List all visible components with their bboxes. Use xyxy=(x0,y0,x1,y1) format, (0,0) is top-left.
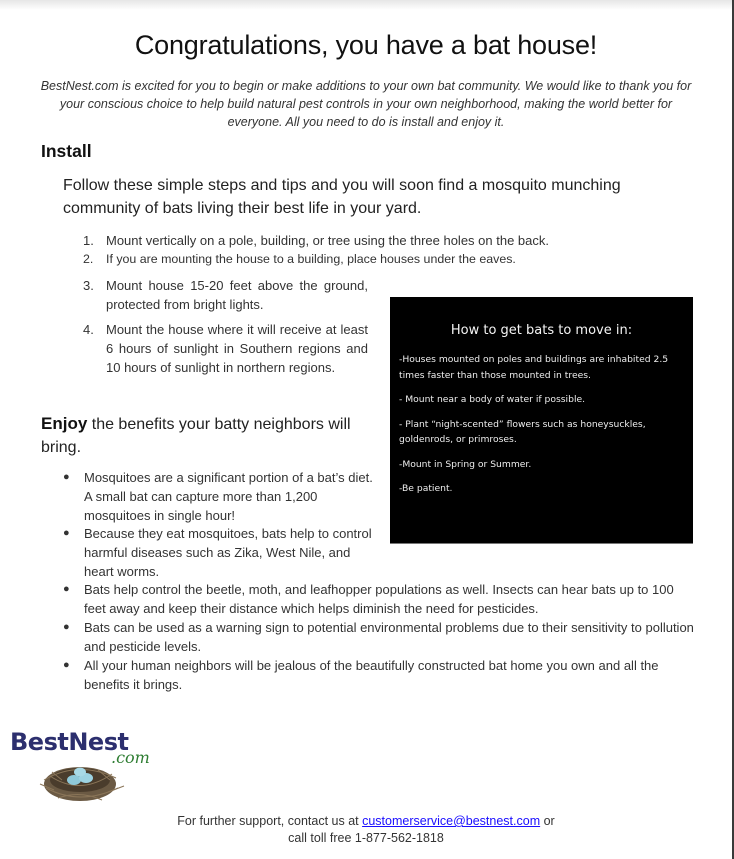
bestnest-logo xyxy=(8,728,158,808)
step-item xyxy=(83,276,373,314)
tip-item: -Be patient. xyxy=(399,483,453,494)
step-number: 2. xyxy=(83,252,94,266)
step-text: Mount the house where it will receive at least 6 hours of sunlight in Southern regions and 10 hours of sunlight in northern regions. xyxy=(106,322,368,375)
support-email-link[interactable]: customerservice@bestnest.com xyxy=(362,814,541,828)
bullet-icon: ● xyxy=(63,659,70,671)
tip-item: -Houses mounted on poles and buildings are inhabited 2.5 times faster than those mounted in trees. xyxy=(399,354,669,381)
step-item xyxy=(83,320,373,377)
benefit-item xyxy=(63,618,694,656)
logo-brand: BestNest xyxy=(10,728,129,756)
tip-item: -Mount in Spring or Summer. xyxy=(399,458,532,470)
benefit-text: Bats can be used as a warning sign to potential environmental problems due to their sensitivity to pollution and pesticide levels. xyxy=(84,620,694,654)
intro-paragraph: BestNest.com is excited for you to begin or make additions to your own bat community. We would like to thank you for your conscious choice to help build natural pest controls in your own neighborhood, making the world better for everyone. All you need to do is install and enjoy it. xyxy=(40,79,692,129)
step-text: Mount vertically on a pole, building, or tree using the three holes on the back. xyxy=(106,233,549,248)
footer-suffix: or xyxy=(540,814,555,828)
benefit-text: Bats help control the beetle, moth, and leafhopper populations as well. Insects can hear bats up to 100 feet away and keep their distance which helps diminish the need for pesticides. xyxy=(84,582,674,616)
tip-item: - Plant “night-scented” flowers such as honeysuckles, goldenrods, or primroses. xyxy=(399,418,646,445)
benefit-item xyxy=(63,656,694,694)
benefit-text: Mosquitoes are a significant portion of a bat’s diet. A small bat can capture more than 1,200 mosquitoes in single hour! xyxy=(84,470,373,523)
bullet-icon: ● xyxy=(63,471,70,483)
benefit-item xyxy=(63,524,374,581)
bullet-icon: ● xyxy=(63,621,70,633)
bullet-icon: ● xyxy=(63,583,70,595)
benefit-text: All your human neighbors will be jealous of the beautifully constructed bat home you own and all the benefits it brings. xyxy=(84,658,659,692)
page-title: Congratulations, you have a bat house! xyxy=(134,30,598,60)
tip-item: - Mount near a body of water if possible. xyxy=(399,394,586,405)
bullet-icon: ● xyxy=(63,527,70,539)
step-number: 4. xyxy=(83,322,94,337)
benefit-item xyxy=(63,580,694,618)
install-lead-paragraph: Follow these simple steps and tips and you will soon find a mosquito munching community of bats living their best life in your yard. xyxy=(63,177,621,217)
step-number: 3. xyxy=(83,278,94,293)
benefit-text: Because they eat mosquitoes, bats help to control harmful diseases such as Zika, West Nile, and heart worms. xyxy=(84,526,372,579)
footer-phone: call toll free 1-877-562-1818 xyxy=(288,831,444,845)
footer-prefix: For further support, contact us at xyxy=(177,814,363,828)
tips-list xyxy=(399,352,689,506)
step-text: Mount house 15-20 feet above the ground, protected from bright lights. xyxy=(106,278,368,312)
step-text: If you are mounting the house to a building, place houses under the eaves. xyxy=(106,252,516,266)
step-item xyxy=(83,231,549,250)
tips-box xyxy=(390,297,693,544)
support-footer xyxy=(0,813,732,847)
enjoy-heading-bold: Enjoy xyxy=(41,414,88,433)
logo-suffix: .com xyxy=(111,748,150,767)
enjoy-heading xyxy=(41,412,361,459)
install-heading: Install xyxy=(41,141,92,161)
step-item xyxy=(83,250,516,269)
step-number: 1. xyxy=(83,233,94,248)
benefit-item xyxy=(63,468,374,525)
enjoy-heading-rest: the benefits your batty neighbors will bring. xyxy=(41,416,351,456)
tips-title: How to get bats to move in: xyxy=(450,323,633,338)
